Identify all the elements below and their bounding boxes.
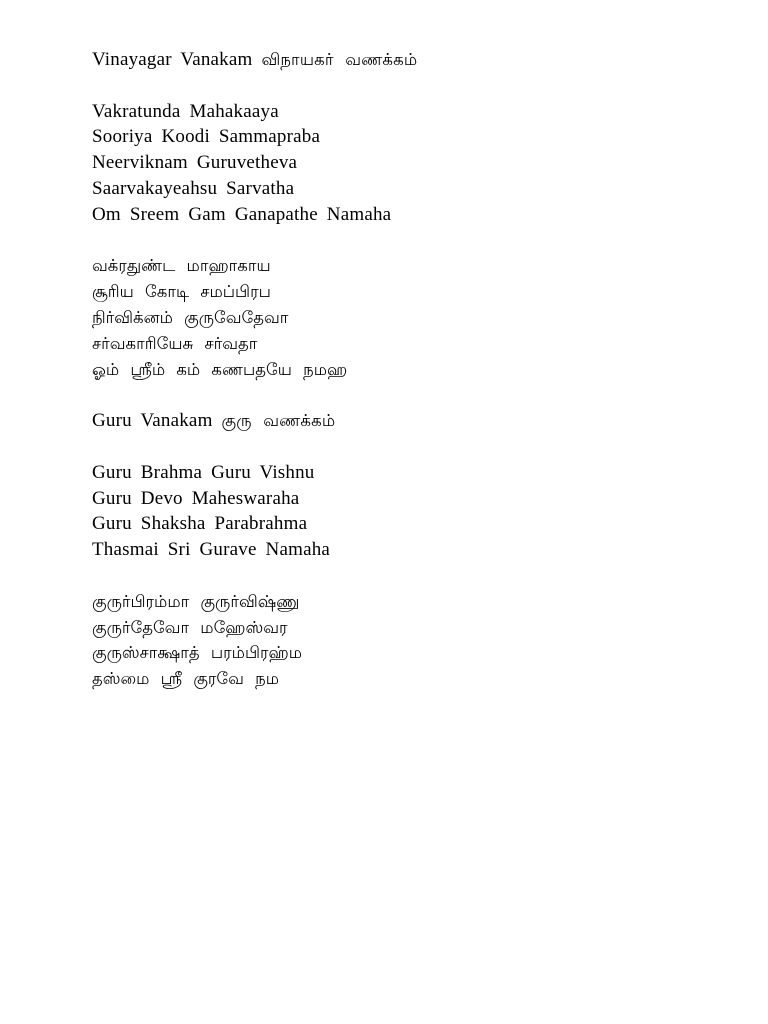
verse-line: Neerviknam Guruvetheva — [92, 152, 298, 174]
verse-tamil-vinayagar — [92, 253, 732, 382]
section-heading-vinayagar — [92, 47, 732, 73]
heading-tamil: குரு வணக்கம் — [221, 411, 336, 431]
heading-tamil: விநாயகர் வணக்கம் — [261, 50, 418, 69]
verse-line-tamil: நிர்விக்னம் குருவேதேவா — [92, 307, 289, 327]
verse-line: Saarvakayeahsu Sarvatha — [92, 177, 295, 199]
verse-english-guru — [92, 460, 732, 563]
verse-line-tamil: குருர்பிரம்மா குருர்விஷ்ணு — [92, 591, 300, 611]
verse-line: Sooriya Koodi Sammapraba — [92, 126, 321, 148]
document-page — [92, 47, 732, 692]
verse-line-tamil: ஓம் ஸ்ரீம் கம் கணபதயே நமஹ — [92, 359, 348, 379]
verse-line-tamil: சூரிய கோடி சமப்பிரப — [92, 282, 271, 302]
verse-english-vinayagar — [92, 99, 732, 228]
spacer — [92, 434, 732, 460]
spacer — [92, 73, 732, 99]
verse-line-tamil: வக்ரதுண்ட மாஹாகாய — [92, 256, 271, 276]
heading-english: Guru Vanakam — [92, 410, 213, 432]
spacer — [92, 563, 732, 589]
verse-line-tamil: சர்வகாரியேசு சர்வதா — [92, 333, 258, 353]
verse-line: Vakratunda Mahakaaya — [92, 100, 279, 122]
verse-line: Guru Brahma Guru Vishnu — [92, 461, 315, 483]
verse-line-tamil: குருஸ்சாக்ஷாத் பரம்பிரஹ்ம — [92, 643, 303, 663]
verse-line-tamil: தஸ்மை ஸ்ரீ குரவே நம — [92, 669, 280, 689]
heading-english: Vinayagar Vanakam — [92, 49, 253, 70]
verse-line: Thasmai Sri Gurave Namaha — [92, 539, 331, 561]
spacer — [92, 228, 732, 254]
section-heading-guru — [92, 408, 732, 434]
verse-line: Om Sreem Gam Ganapathe Namaha — [92, 203, 392, 225]
verse-line: Guru Devo Maheswaraha — [92, 487, 300, 509]
verse-line: Guru Shaksha Parabrahma — [92, 513, 308, 535]
verse-tamil-guru — [92, 589, 732, 692]
verse-line-tamil: குருர்தேவோ மஹேஸ்வர — [92, 617, 288, 637]
spacer — [92, 382, 732, 408]
